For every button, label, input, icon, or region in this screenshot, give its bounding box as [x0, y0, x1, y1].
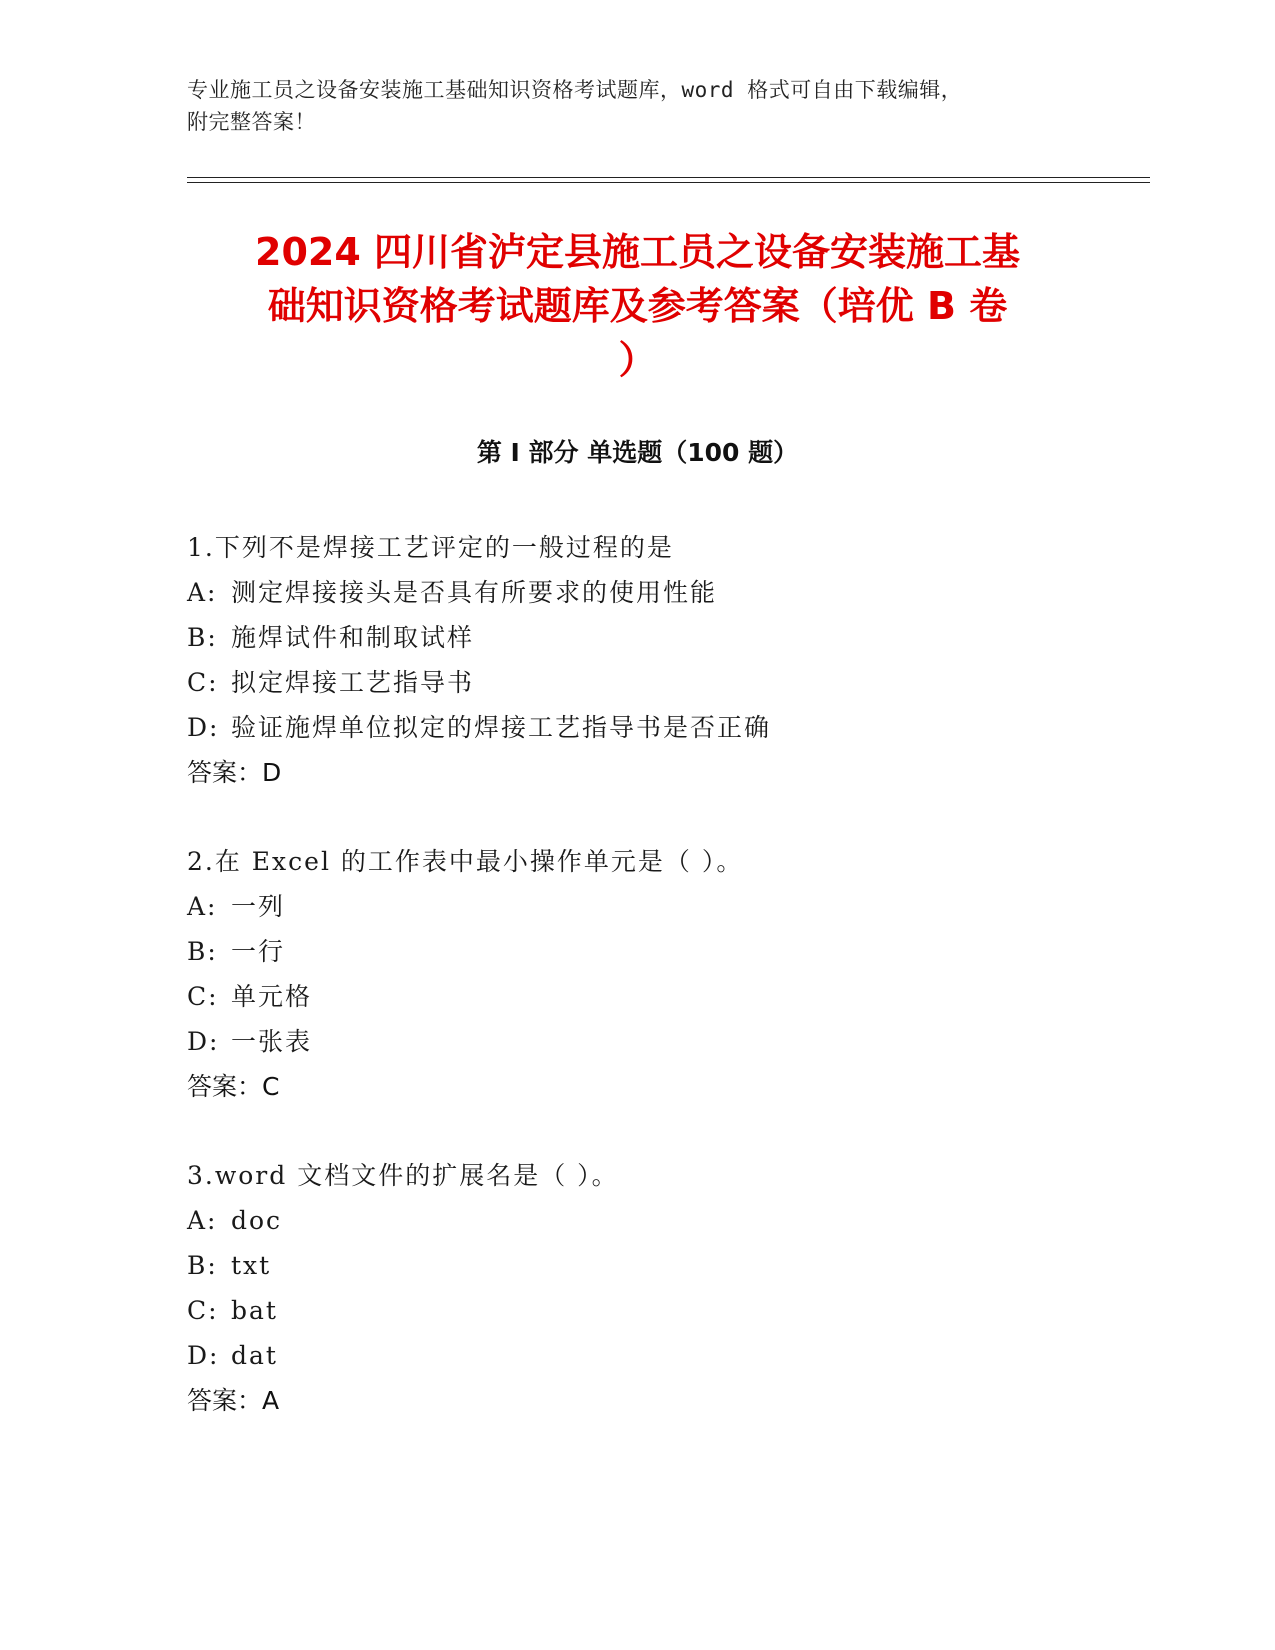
option-b [187, 929, 1087, 974]
option-text: doc [231, 1206, 283, 1235]
header-divider-top [187, 177, 1150, 178]
option-a [187, 884, 1087, 929]
question-3 [187, 1153, 1087, 1423]
option-text: bat [231, 1296, 278, 1325]
question-2 [187, 839, 1087, 1109]
option-letter: D: [187, 713, 220, 742]
answer-value: D [262, 758, 282, 787]
header-note [187, 74, 1067, 138]
option-d [187, 1333, 1087, 1378]
option-text: 测定焊接接头是否具有所要求的使用性能 [231, 578, 718, 607]
answer-prefix: 答案： [187, 1072, 263, 1101]
section-heading: 第 I 部分 单选题（100 题） [476, 438, 799, 467]
option-letter: C: [187, 668, 219, 697]
option-text: 施焊试件和制取试样 [231, 623, 475, 652]
answer-value: C [262, 1072, 280, 1101]
option-text: txt [231, 1251, 272, 1280]
option-c [187, 974, 1087, 1019]
option-b [187, 615, 1087, 660]
option-a [187, 1198, 1087, 1243]
answer-prefix: 答案： [187, 1386, 263, 1415]
question-list [187, 525, 1087, 1467]
title-line-2: 础知识资格考试题库及参考答案（培优 B 卷 [267, 284, 1008, 328]
option-d [187, 705, 1087, 750]
title-line-1: 2024 四川省泸定县施工员之设备安装施工基 [255, 230, 1020, 274]
option-text: 一行 [231, 937, 286, 966]
answer-value: A [262, 1386, 280, 1415]
option-text: 一列 [231, 892, 286, 921]
option-letter: B: [187, 937, 218, 966]
question-stem: 2.在 Excel 的工作表中最小操作单元是（ ）。 [187, 847, 744, 876]
question-stem: 3.word 文档文件的扩展名是（ ）。 [187, 1161, 619, 1190]
option-letter: C: [187, 1296, 219, 1325]
answer-line [187, 1064, 1087, 1109]
option-text: 验证施焊单位拟定的焊接工艺指导书是否正确 [231, 713, 772, 742]
question-stem: 1.下列不是焊接工艺评定的一般过程的是 [187, 533, 674, 562]
answer-line [187, 750, 1087, 795]
option-text: 一张表 [231, 1027, 313, 1056]
option-letter: A: [187, 892, 218, 921]
option-d [187, 1019, 1087, 1064]
option-letter: B: [187, 623, 218, 652]
header-divider-bottom [187, 182, 1150, 183]
option-text: 单元格 [231, 982, 313, 1011]
title-line-3: ） [618, 338, 657, 382]
header-note-line-1: 专业施工员之设备安装施工基础知识资格考试题库，word 格式可自由下载编辑， [187, 78, 963, 102]
option-letter: D: [187, 1027, 220, 1056]
option-letter: C: [187, 982, 219, 1011]
answer-line [187, 1378, 1087, 1423]
option-letter: B: [187, 1251, 218, 1280]
option-b [187, 1243, 1087, 1288]
option-text: 拟定焊接工艺指导书 [231, 668, 475, 697]
option-c [187, 660, 1087, 705]
header-note-line-2: 附完整答案！ [187, 110, 316, 134]
option-c [187, 1288, 1087, 1333]
document-title [180, 225, 1095, 387]
option-letter: D: [187, 1341, 220, 1370]
option-text: dat [231, 1341, 278, 1370]
option-a [187, 570, 1087, 615]
option-letter: A: [187, 578, 218, 607]
answer-prefix: 答案： [187, 758, 263, 787]
option-letter: A: [187, 1206, 218, 1235]
question-1 [187, 525, 1087, 795]
